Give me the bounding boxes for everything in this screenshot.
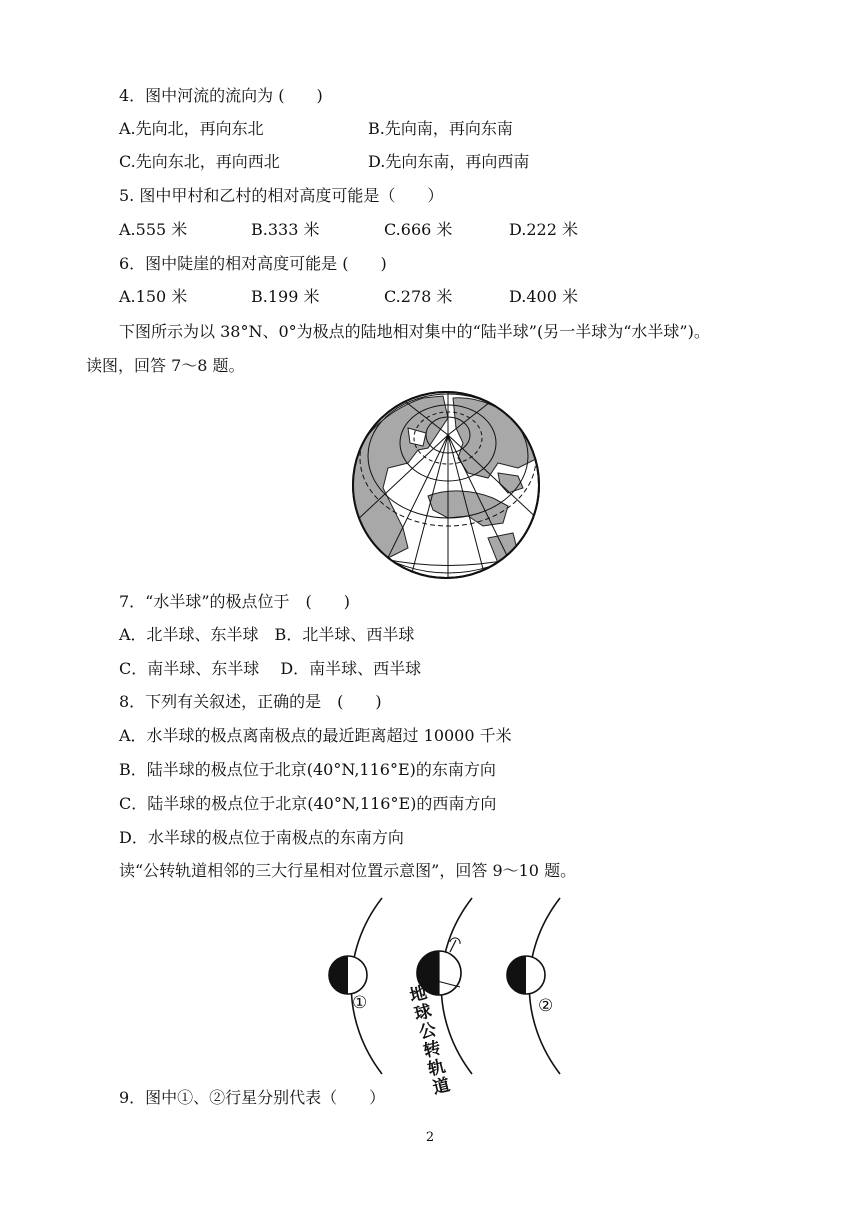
question-6-option-c: C.278 米 (384, 287, 453, 306)
question-5-option-c: C.666 米 (384, 220, 453, 239)
planet-1-icon (329, 956, 367, 994)
question-6-option-a: A.150 米 (119, 287, 188, 306)
question-8-stem: 8．下列有关叙述，正确的是 ( ) (119, 692, 382, 711)
page-number: 2 (425, 1130, 435, 1145)
question-6-option-d: D.400 米 (509, 287, 578, 306)
question-4-option-a: A.先向北，再向东北 (119, 119, 264, 138)
planet-2-icon (507, 956, 545, 994)
intro-9-10: 读“公转轨道相邻的三大行星相对位置示意图”，回答 9～10 题。 (119, 861, 577, 880)
question-6-stem: 6．图中陡崖的相对高度可能是 ( ) (119, 254, 387, 273)
question-5-option-d: D.222 米 (509, 220, 578, 239)
question-9-stem: 9．图中①、②行星分别代表（ ） (119, 1088, 386, 1107)
question-4-option-d: D.先向东南，再向西南 (368, 152, 530, 171)
question-8-option-c: C．陆半球的极点位于北京(40°N,116°E)的西南方向 (119, 794, 497, 813)
earth-orbit-label: 地球公转轨道 (407, 982, 453, 1099)
question-6-option-b: B.199 米 (251, 287, 320, 306)
question-7-stem: 7．“水半球”的极点位于 ( ) (119, 592, 351, 611)
question-7-options-ab: A．北半球、东半球 B．北半球、西半球 (119, 625, 415, 644)
intro-7-8-line1: 下图所示为以 38°N、0°为极点的陆地相对集中的“陆半球”(另一半球为“水半球”)。 (119, 322, 710, 341)
planet-1-label: ① (352, 993, 368, 1013)
question-8-option-a: A．水半球的极点离南极点的最近距离超过 10000 千米 (119, 726, 512, 745)
question-4-stem: 4．图中河流的流向为 ( ) (119, 86, 323, 105)
question-5-option-b: B.333 米 (251, 220, 320, 239)
question-4-option-c: C.先向东北，再向西北 (119, 152, 280, 171)
question-8-option-d: D．水半球的极点位于南极点的东南方向 (119, 828, 404, 847)
question-8-option-b: B．陆半球的极点位于北京(40°N,116°E)的东南方向 (119, 760, 496, 779)
land-hemisphere-globe-figure (348, 388, 544, 582)
question-7-options-cd: C．南半球、东半球 D．南半球、西半球 (119, 659, 422, 678)
question-4-option-b: B.先向南，再向东南 (368, 119, 513, 138)
question-5-stem: 5. 图中甲村和乙村的相对高度可能是（ ） (119, 186, 444, 205)
question-5-option-a: A.555 米 (119, 220, 188, 239)
intro-7-8-line2: 读图，回答 7～8 题。 (86, 356, 245, 375)
planet-2-label: ② (538, 996, 554, 1016)
